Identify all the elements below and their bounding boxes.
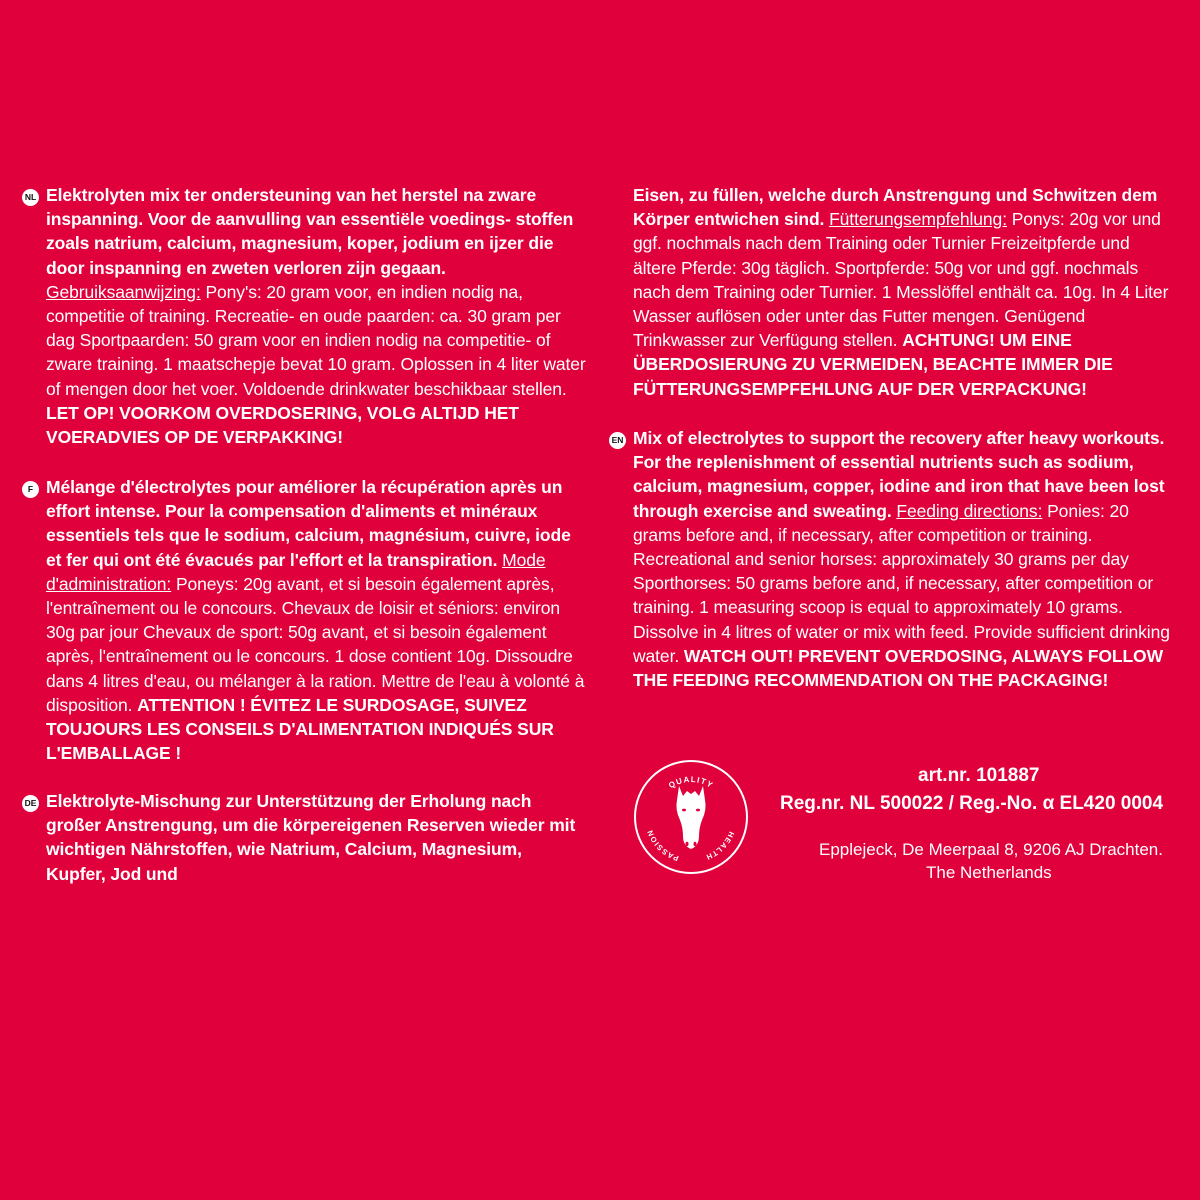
nl-warning: LET OP! VOORKOM OVERDOSERING, VOLG ALTIJD HET VOERADVIES OP DE VERPAKKING!: [46, 402, 519, 448]
fr-text-block: [46, 475, 586, 765]
fr-lead: Mélange d'électrolytes pour améliorer la récupération après un effort intense. Pour la compensation d'aliments et minéraux essentiels tels que le sodium, calcium, magnésium, cuivre, iode et fer qui ont été évacués par l'effort et la transpiration.: [46, 477, 571, 570]
nl-lead: Elektrolyten mix ter ondersteuning van het herstel na zware inspanning. Voor de aanvulling van essentiële voedings- stoffen zoals natrium, calcium, magnesium, koper, jodium en ijzer die door inspanning en zweten verloren zijn gegaan.: [46, 185, 574, 278]
en-lead: Mix of electrolytes to support the recovery after heavy workouts. For the replenishment of essential nutrients such as sodium, calcium, magnesium, copper, iodine and iron that have been lost through exercise and sweating.: [633, 428, 1165, 521]
en-directions: Ponies: 20 grams before and, if necessary, after competition or training. Recreational and senior horses: approximately 30 grams per day Sporthorses: 50 grams before and, if necessary, after competition or training. 1 measuring scoop is equal to approximately 10 grams. Dissolve in 4 litres of water or mix with feed. Provide sufficient drinking water.: [633, 500, 1170, 666]
fr-directions-label: Mode d'administration:: [46, 549, 546, 594]
seal-health-text: HEALTH: [704, 830, 737, 863]
quality-seal: [632, 758, 750, 876]
nl-language-badge: NL: [22, 189, 39, 206]
en-directions-label: Feeding directions:: [896, 500, 1043, 521]
de-lead-part1: Elektrolyte-Mischung zur Unterstützung der Erholung nach großer Anstrengung, um die körpereigenen Reserven wieder mit wichtigen Nährstoffen, wie Natrium, Calcium, Magnesium, Kupfer, Jod und: [46, 791, 576, 884]
manufacturer-address: Epplejeck, De Meerpaal 8, 9206 AJ Drachten.: [819, 840, 1163, 859]
seal-quality-text: QUALITY: [667, 774, 716, 791]
registration-number: Reg.nr. NL 500022 / Reg.-No. α EL420 0004: [780, 793, 1164, 814]
nl-text-block: [46, 183, 586, 449]
de-directions: Ponys: 20g vor und ggf. nochmals nach dem Training oder Turnier Freizeitpferde und ältere Pferde: 30g täglich. Sportpferde: 50g vor und ggf. nochmals nach dem Training oder Turnier. 1 Messlöffel enthält ca. 10g. In 4 Liter Wasser auflösen oder unter das Futter mengen. Genügend Trinkwasser zur Verfügung stellen.: [633, 209, 1169, 351]
horse-head-icon: [676, 786, 705, 849]
en-language-badge: EN: [609, 432, 626, 449]
article-number: art.nr. 101887: [918, 765, 1040, 786]
en-text-block: [633, 426, 1173, 692]
de-directions-label: Fütterungsempfehlung:: [829, 209, 1007, 230]
de-lead-part2: Eisen, zu füllen, welche durch Anstrengung und Schwitzen dem Körper entwichen sind.: [633, 185, 1158, 230]
manufacturer-country: The Netherlands: [926, 863, 1052, 882]
nl-directions-label: Gebruiksaanwijzing:: [46, 281, 201, 302]
de-text-block: [46, 789, 586, 886]
seal-passion-text: PASSION: [645, 828, 680, 863]
en-warning: WATCH OUT! PREVENT OVERDOSING, ALWAYS FOLLOW THE FEEDING RECOMMENDATION ON THE PACKAGING!: [633, 645, 1163, 691]
de-warning: ACHTUNG! UM EINE ÜBERDOSIERUNG ZU VERMEIDEN, BEACHTE IMMER DIE FÜTTERUNGSEMPFEHLUNG AUF DER VERPACKUNG!: [633, 330, 1113, 399]
de-text-continued: [633, 183, 1173, 401]
fr-directions: Poneys: 20g avant, et si besoin également après, l'entraînement ou le concours. Chevaux de loisir et séniors: environ 30g par jour Chevaux de sport: 50g avant, et si besoin également après, l'entraînement ou le concours. 1 dose contient 10g. Dissoudre dans 4 litres d'eau, ou mélanger à la ration. Mettre de l'eau à volonté à disposition.: [46, 573, 585, 715]
fr-language-badge: F: [22, 481, 39, 498]
fr-warning: ATTENTION ! ÉVITEZ LE SURDOSAGE, SUIVEZ TOUJOURS LES CONSEILS D'ALIMENTATION INDIQUÉS SUR L'EMBALLAGE !: [46, 694, 554, 764]
de-language-badge: DE: [22, 795, 39, 812]
nl-directions: Pony's: 20 gram voor, en indien nodig na, competitie of training. Recreatie- en oude paarden: ca. 30 gram per dag Sportpaarden: 50 gram voor en indien nodig na competitie- of zware training. 1 maatschepje bevat 10 gram. Oplossen in 4 liter water of mengen door het voer. Voldoende drinkwater beschikbaar stellen.: [46, 281, 586, 399]
